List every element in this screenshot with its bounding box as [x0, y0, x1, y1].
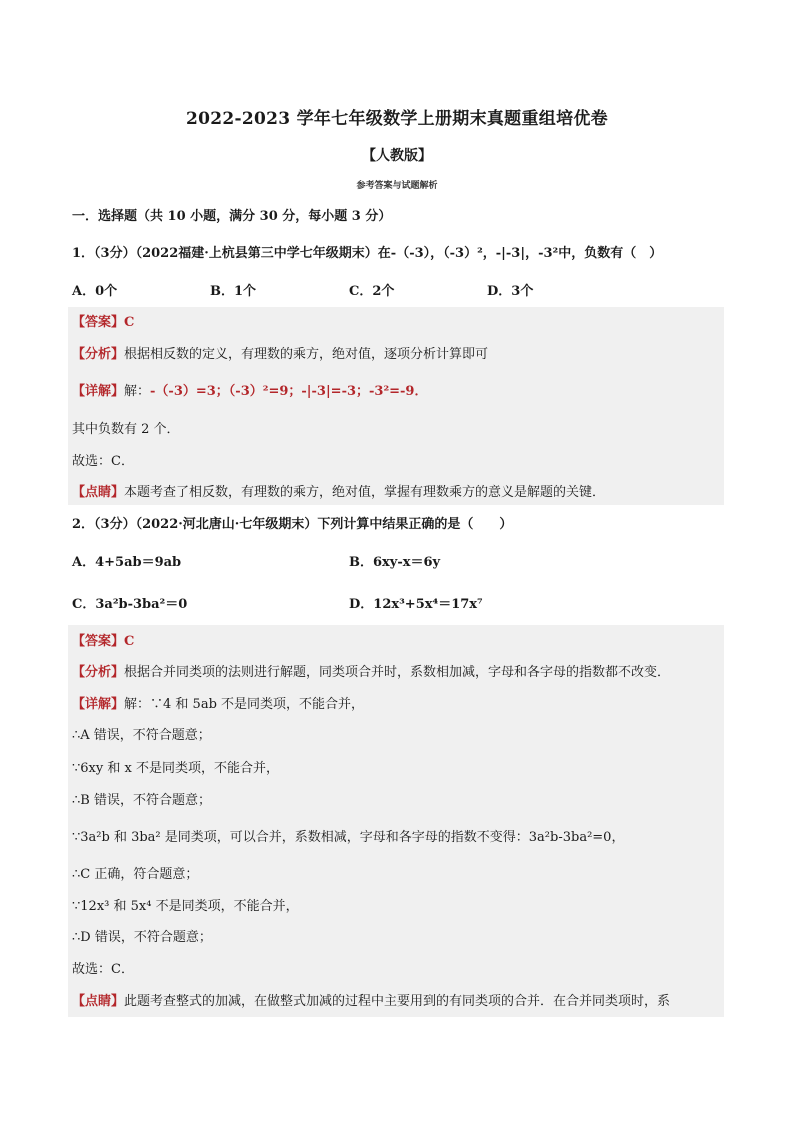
page-title: 2022-2023 学年七年级数学上册期末真题重组培优卷 [185, 109, 608, 129]
answer-tag: 【答案】 [72, 634, 125, 649]
q1-detail-row [72, 383, 427, 401]
detail-line: ∴A 错误，不符合题意； [72, 728, 211, 743]
q2-analysis-row [72, 664, 670, 682]
q2-detail-row [72, 696, 364, 714]
comment-tag: 【点睛】 [72, 485, 125, 500]
detail-lead: 解： [124, 384, 151, 399]
detail-tag: 【详解】 [72, 697, 125, 712]
q2-option-c: C．3a²b-3ba²＝0 [72, 597, 188, 612]
q1-option-d: D．3个 [487, 284, 534, 299]
q1-comment-row [72, 484, 605, 502]
analysis-tag: 【分析】 [72, 665, 125, 680]
analysis-tag: 【分析】 [72, 347, 125, 362]
detail-line: ∵3a²b 和 3ba² 是同类项，可以合并，系数相减，字母和各字母的指数不变得：3a²b-3ba²=0， [72, 830, 625, 845]
q2-option-b: B．6xy-x＝6y [349, 555, 441, 570]
detail-line: ∵12x³ 和 5x⁴ 不是同类项，不能合并， [72, 899, 299, 914]
q2-option-a: A．4+5ab＝9ab [72, 555, 182, 570]
q1-option-c: C．2个 [349, 284, 395, 299]
detail-line: ∵6xy 和 x 不是同类项，不能合并， [72, 761, 279, 776]
analysis-text: 根据相反数的定义，有理数的乘方，绝对值，逐项分析计算即可 [124, 347, 489, 362]
q1-solution-panel [68, 307, 724, 505]
answer-value: C [124, 634, 135, 649]
edition-label: 【人教版】 [362, 148, 432, 164]
section-heading: 一．选择题（共 10 小题，满分 30 分，每小题 3 分） [72, 209, 392, 224]
q2-choose: 故选：C． [72, 962, 134, 977]
detail-text: -（-3）=3；（-3）²=9；-|-3|=-3；-3²=-9． [150, 384, 428, 399]
q2-stem: 2．（3分）（2022·河北唐山·七年级期末）下列计算中结果正确的是（ ） [72, 517, 513, 532]
answer-subtitle: 参考答案与试题解析 [356, 181, 438, 191]
detail-line: ∴C 正确，符合题意； [72, 867, 199, 882]
q1-analysis-row [72, 346, 488, 364]
answer-value: C [124, 315, 135, 330]
q2-solution-panel [68, 625, 724, 1017]
comment-text: 本题考查了相反数，有理数的乘方，绝对值，掌握有理数乘方的意义是解题的关键． [124, 485, 606, 500]
detail-line: 解：∵4 和 5ab 不是同类项，不能合并， [124, 697, 365, 712]
q1-choose: 故选：C． [72, 454, 134, 469]
q1-answer-row [72, 314, 134, 332]
detail-line: ∴D 错误，不符合题意； [72, 930, 212, 945]
q1-option-b: B．1个 [210, 284, 257, 299]
detail-line: ∴B 错误，不符合题意； [72, 793, 211, 808]
answer-tag: 【答案】 [72, 315, 125, 330]
q2-comment-row [72, 993, 670, 1011]
q2-answer-row [72, 633, 134, 651]
detail-tag: 【详解】 [72, 384, 125, 399]
analysis-text: 根据合并同类项的法则进行解题，同类项合并时，系数相加减，字母和各字母的指数都不改变． [124, 665, 671, 680]
q1-stem: 1．（3分）（2022福建·上杭县第三中学七年级期末）在-（-3），（-3）²，-|-3|，-3²中，负数有（ ） [72, 246, 663, 261]
comment-text: 此题考查整式的加减，在做整式加减的过程中主要用到的有同类项的合并．在合并同类项时，系 [124, 994, 671, 1009]
q1-negative-count: 其中负数有 2 个． [72, 422, 180, 437]
q1-option-a: A．0个 [72, 284, 118, 299]
q2-option-d: D．12x³+5x⁴＝17x⁷ [349, 597, 483, 612]
comment-tag: 【点睛】 [72, 994, 125, 1009]
